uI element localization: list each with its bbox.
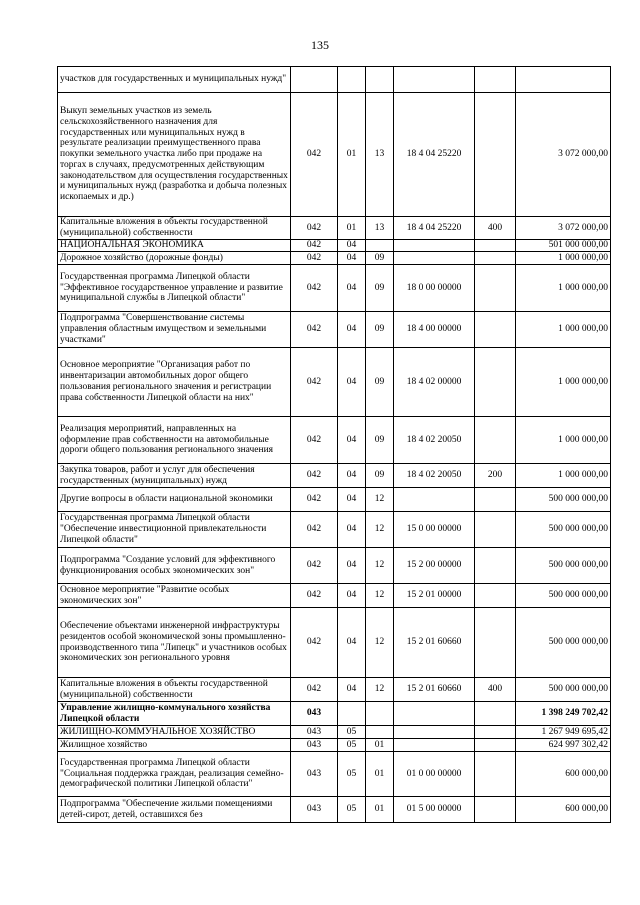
row-subsection: 01 [366,797,394,823]
table-row [58,348,611,417]
row-expense-type [475,67,516,93]
row-section: 04 [338,488,366,512]
table-row [58,417,611,464]
row-name: Государственная программа Липецкой области "Эффективное государственное управление и развитие муниципальной службы в Липецкой области" [58,265,291,312]
table-row [58,67,611,93]
row-code: 042 [291,678,338,702]
row-name: Обеспечение объектами инженерной инфраструктуры резидентов особой экономической зоны промышленно-производственного типа "Липецк" и участников особых экономических зон регионального уровня [58,608,291,678]
row-section: 04 [338,265,366,312]
table-row [58,464,611,488]
row-sum: 600 000,00 [516,752,611,797]
row-subsection: 09 [366,312,394,348]
row-code: 042 [291,252,338,265]
row-sum: 1 000 000,00 [516,252,611,265]
row-section: 04 [338,417,366,464]
row-target-article: 18 4 02 20050 [394,464,475,488]
row-expense-type [475,512,516,548]
row-sum: 1 398 249 702,42 [516,702,611,726]
row-code: 042 [291,608,338,678]
row-code: 042 [291,417,338,464]
row-target-article: 18 4 00 00000 [394,312,475,348]
row-target-article: 18 0 00 00000 [394,265,475,312]
row-sum: 501 000 000,00 [516,240,611,252]
row-section [338,67,366,93]
row-section: 04 [338,548,366,584]
row-subsection: 12 [366,488,394,512]
table-row [58,678,611,702]
table-row [58,252,611,265]
row-section: 05 [338,726,366,739]
row-sum: 1 000 000,00 [516,464,611,488]
row-subsection: 12 [366,512,394,548]
row-target-article: 18 4 02 20050 [394,417,475,464]
table-row [58,548,611,584]
row-code: 042 [291,548,338,584]
row-subsection: 09 [366,464,394,488]
row-name: Жилищное хозяйство [58,739,291,752]
row-sum: 1 000 000,00 [516,417,611,464]
row-code: 043 [291,702,338,726]
row-target-article: 01 5 00 00000 [394,797,475,823]
row-sum: 1 000 000,00 [516,348,611,417]
row-subsection: 12 [366,608,394,678]
row-expense-type [475,548,516,584]
row-subsection: 09 [366,252,394,265]
row-section: 04 [338,584,366,608]
row-name: Государственная программа Липецкой области "Обеспечение инвестиционной привлекательности Липецкой области" [58,512,291,548]
row-target-article [394,488,475,512]
row-expense-type [475,93,516,217]
row-subsection: 01 [366,752,394,797]
row-target-article: 18 4 04 25220 [394,217,475,240]
row-subsection: 09 [366,348,394,417]
row-section: 04 [338,348,366,417]
row-subsection: 12 [366,548,394,584]
row-name: Основное мероприятие "Развитие особых экономических зон" [58,584,291,608]
row-code: 042 [291,217,338,240]
row-section: 04 [338,312,366,348]
row-expense-type: 400 [475,678,516,702]
table-row [58,217,611,240]
row-sum: 1 000 000,00 [516,265,611,312]
row-name: Государственная программа Липецкой области "Социальная поддержка граждан, реализация семейно-демографической политики Липецкой области" [58,752,291,797]
row-expense-type [475,584,516,608]
row-expense-type [475,417,516,464]
row-section: 04 [338,240,366,252]
row-expense-type [475,348,516,417]
row-sum: 1 000 000,00 [516,312,611,348]
row-sum [516,67,611,93]
table-row [58,240,611,252]
row-expense-type [475,252,516,265]
row-target-article: 18 4 02 00000 [394,348,475,417]
row-target-article: 01 0 00 00000 [394,752,475,797]
row-expense-type [475,312,516,348]
row-section: 04 [338,608,366,678]
row-sum: 3 072 000,00 [516,217,611,240]
row-subsection: 09 [366,265,394,312]
row-code: 042 [291,584,338,608]
row-name: ЖИЛИЩНО-КОММУНАЛЬНОЕ ХОЗЯЙСТВО [58,726,291,739]
row-code: 042 [291,512,338,548]
row-section: 05 [338,739,366,752]
row-subsection: 12 [366,678,394,702]
row-expense-type [475,797,516,823]
row-code [291,67,338,93]
row-sum: 500 000 000,00 [516,512,611,548]
row-code: 042 [291,488,338,512]
row-expense-type [475,265,516,312]
row-code: 042 [291,93,338,217]
table-row [58,265,611,312]
row-name: Закупка товаров, работ и услуг для обеспечения государственных (муниципальных) нужд [58,464,291,488]
row-section: 04 [338,678,366,702]
row-subsection: 12 [366,584,394,608]
table-row [58,93,611,217]
row-sum: 500 000 000,00 [516,548,611,584]
row-section: 05 [338,752,366,797]
table-row [58,702,611,726]
table-row [58,488,611,512]
row-sum: 624 997 302,42 [516,739,611,752]
budget-table [57,66,611,823]
row-target-article [394,726,475,739]
row-target-article: 18 4 04 25220 [394,93,475,217]
row-code: 042 [291,348,338,417]
row-subsection: 13 [366,217,394,240]
row-name: Выкуп земельных участков из земель сельскохозяйственного назначения для государственных или муниципальных нужд в результате реализации преимущественного права покупки земельного участка либо при продаже на торгах в случаях, предусмотренных действующим законодательством для осуществления государственных и муниципальных нужд (разработка и добыча полезных ископаемых и др.) [58,93,291,217]
table-row [58,739,611,752]
row-code: 043 [291,752,338,797]
row-name: Подпрограмма "Создание условий для эффективного функционирования особых экономических зон" [58,548,291,584]
row-code: 042 [291,312,338,348]
row-subsection [366,726,394,739]
row-code: 043 [291,739,338,752]
row-subsection: 13 [366,93,394,217]
row-name: Дорожное хозяйство (дорожные фонды) [58,252,291,265]
row-expense-type [475,608,516,678]
row-name: НАЦИОНАЛЬНАЯ ЭКОНОМИКА [58,240,291,252]
row-sum: 600 000,00 [516,797,611,823]
row-code: 043 [291,726,338,739]
row-sum: 500 000 000,00 [516,608,611,678]
row-target-article: 15 2 01 60660 [394,608,475,678]
table-row [58,312,611,348]
row-expense-type [475,739,516,752]
table-row [58,608,611,678]
row-target-article [394,67,475,93]
row-target-article: 15 0 00 00000 [394,512,475,548]
table-row [58,512,611,548]
table-row [58,797,611,823]
table-row [58,726,611,739]
row-expense-type [475,726,516,739]
row-section: 04 [338,464,366,488]
row-subsection: 01 [366,739,394,752]
row-target-article: 15 2 01 60660 [394,678,475,702]
row-expense-type: 400 [475,217,516,240]
row-sum: 500 000 000,00 [516,488,611,512]
row-sum: 500 000 000,00 [516,678,611,702]
row-name: Другие вопросы в области национальной экономики [58,488,291,512]
row-subsection [366,240,394,252]
row-code: 043 [291,797,338,823]
row-name: участков для государственных и муниципальных нужд" [58,67,291,93]
row-sum: 500 000 000,00 [516,584,611,608]
row-code: 042 [291,464,338,488]
row-sum: 3 072 000,00 [516,93,611,217]
row-expense-type [475,240,516,252]
row-target-article [394,739,475,752]
row-section: 04 [338,512,366,548]
row-section: 04 [338,252,366,265]
row-sum: 1 267 949 695,42 [516,726,611,739]
row-expense-type [475,702,516,726]
row-name: Подпрограмма "Обеспечение жильми помещениями детей-сирот, детей, оставшихся без [58,797,291,823]
table-row [58,752,611,797]
row-name: Реализация мероприятий, направленных на оформление прав собственности на автомобильные дороги общего пользования регионального значения [58,417,291,464]
row-section [338,702,366,726]
row-target-article [394,240,475,252]
row-name: Подпрограмма "Совершенствование системы управления областным имуществом и земельными участками" [58,312,291,348]
row-subsection: 09 [366,417,394,464]
row-name: Управление жилищно-коммунального хозяйства Липецкой области [58,702,291,726]
row-name: Капитальные вложения в объекты государственной (муниципальной) собственности [58,217,291,240]
row-target-article: 15 2 01 00000 [394,584,475,608]
row-subsection [366,67,394,93]
row-section: 05 [338,797,366,823]
row-subsection [366,702,394,726]
row-expense-type: 200 [475,464,516,488]
row-section: 01 [338,217,366,240]
row-target-article [394,252,475,265]
row-expense-type [475,752,516,797]
table-row [58,584,611,608]
row-target-article: 15 2 00 00000 [394,548,475,584]
page-number: 135 [311,38,329,52]
row-code: 042 [291,240,338,252]
row-expense-type [475,488,516,512]
row-name: Основное мероприятие "Организация работ по инвентаризации автомобильных дорог общего пользования регионального значения и регистрации права собственности Липецкой области на них" [58,348,291,417]
row-code: 042 [291,265,338,312]
row-target-article [394,702,475,726]
row-section: 01 [338,93,366,217]
row-name: Капитальные вложения в объекты государственной (муниципальной) собственности [58,678,291,702]
